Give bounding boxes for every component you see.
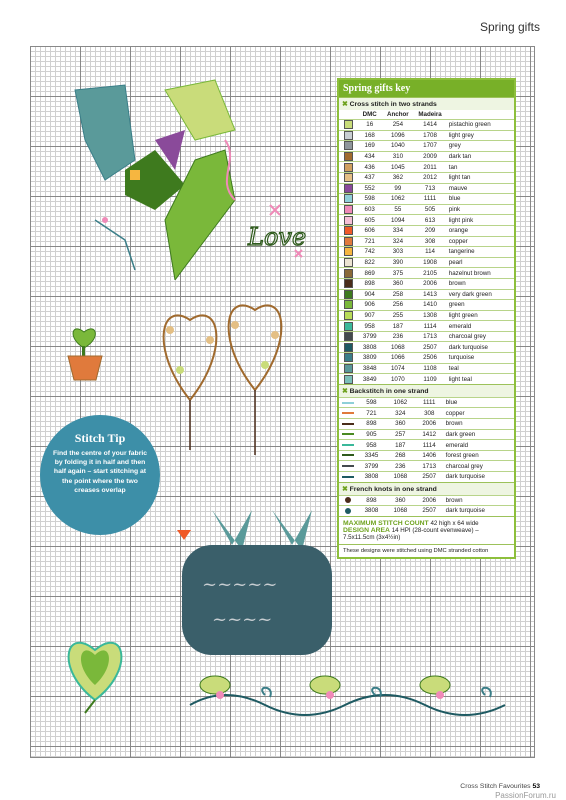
thread-dmc: 958	[357, 321, 382, 332]
thread-anchor: 236	[382, 331, 413, 342]
thread-anchor: 334	[382, 225, 413, 236]
thread-name: brown	[444, 495, 514, 506]
colour-swatch	[344, 226, 353, 235]
flower-bouquet-motif	[65, 70, 265, 280]
thread-madeira: 1108	[413, 363, 446, 374]
thread-name: green	[447, 300, 514, 311]
key-row	[339, 342, 514, 353]
thread-anchor: 310	[382, 151, 413, 162]
key-row	[339, 236, 514, 247]
thread-name: dark turquoise	[444, 506, 514, 516]
key-row	[339, 268, 514, 279]
thread-anchor: 236	[386, 461, 415, 472]
colour-swatch	[344, 194, 353, 203]
svg-text:~~~~~: ~~~~~	[202, 574, 278, 595]
thread-dmc: 552	[357, 183, 382, 194]
thread-madeira: 2506	[413, 353, 446, 364]
colour-swatch	[344, 364, 353, 373]
thread-madeira: 1406	[415, 450, 444, 461]
col-dmc: DMC	[362, 111, 377, 118]
key-row	[339, 310, 514, 321]
thread-dmc: 898	[357, 419, 386, 430]
thread-dmc: 869	[357, 268, 382, 279]
thread-dmc: 3799	[357, 461, 386, 472]
thread-anchor: 1068	[386, 472, 415, 482]
thread-madeira: 209	[413, 225, 446, 236]
leaf-heart-motif	[55, 625, 135, 715]
thread-dmc: 721	[357, 236, 382, 247]
thread-name: dark green	[444, 429, 514, 440]
thread-dmc: 169	[357, 141, 382, 152]
thread-madeira: 2011	[413, 162, 446, 173]
key-stitch-info	[339, 516, 514, 544]
thread-anchor: 360	[382, 278, 413, 289]
key-row	[339, 120, 514, 131]
thread-name: tangerine	[447, 247, 514, 258]
thread-dmc: 3808	[357, 342, 382, 353]
thread-madeira: 1410	[413, 300, 446, 311]
thread-dmc: 598	[357, 194, 382, 205]
thread-dmc: 598	[357, 397, 386, 408]
design-area-label: DESIGN AREA	[343, 526, 390, 534]
key-row	[339, 472, 514, 482]
plant-pot-motif	[62, 320, 107, 385]
colour-swatch	[344, 184, 353, 193]
thread-madeira: 2507	[413, 342, 446, 353]
key-row	[339, 495, 514, 506]
thread-name: mauve	[447, 183, 514, 194]
french-knots-table	[339, 495, 514, 516]
thread-name: light green	[447, 310, 514, 321]
thread-madeira: 1114	[415, 440, 444, 451]
thread-madeira: 2507	[415, 472, 444, 482]
thread-name: light grey	[447, 130, 514, 141]
thread-dmc: 606	[357, 225, 382, 236]
colour-swatch	[344, 332, 353, 341]
page-title: Spring gifts	[479, 20, 540, 34]
thread-anchor: 1094	[382, 215, 413, 226]
key-row	[339, 374, 514, 384]
thread-madeira: 308	[415, 408, 444, 419]
key-row	[339, 506, 514, 516]
key-row	[339, 257, 514, 268]
thread-madeira: 1111	[415, 397, 444, 408]
backstitch-line-swatch	[342, 412, 354, 414]
colour-swatch	[344, 343, 353, 352]
key-row	[339, 429, 514, 440]
backstitch-line-swatch	[342, 423, 354, 425]
key-row	[339, 363, 514, 374]
thread-anchor: 1068	[382, 342, 413, 353]
thread-dmc: 898	[357, 278, 382, 289]
thread-madeira: 1308	[413, 310, 446, 321]
thread-dmc: 742	[357, 247, 382, 258]
thread-anchor: 1062	[382, 194, 413, 205]
thread-name: orange	[447, 225, 514, 236]
colour-swatch	[344, 237, 353, 246]
thread-dmc: 3808	[357, 506, 386, 516]
colour-swatch	[344, 216, 353, 225]
thread-dmc: 898	[357, 495, 386, 506]
colour-swatch	[344, 269, 353, 278]
key-row	[339, 289, 514, 300]
thread-dmc: 3345	[357, 450, 386, 461]
thread-anchor: 256	[382, 300, 413, 311]
magazine-name: Cross Stitch Favourites	[460, 783, 531, 790]
cross-stitch-heading: ✖ Cross stitch in two strands	[339, 97, 514, 110]
thread-name: light teal	[447, 374, 514, 384]
thread-anchor: 55	[382, 204, 413, 215]
whale-motif	[172, 490, 342, 660]
thread-name: dark tan	[447, 151, 514, 162]
thread-dmc: 605	[357, 215, 382, 226]
stitch-tip-heading: Stitch Tip	[74, 431, 126, 445]
key-row	[339, 408, 514, 419]
backstitch-line-swatch	[342, 454, 354, 456]
thread-name: blue	[447, 194, 514, 205]
thread-dmc: 16	[357, 120, 382, 131]
thread-anchor: 1068	[386, 506, 415, 516]
key-row	[339, 183, 514, 194]
thread-name: copper	[444, 408, 514, 419]
thread-madeira: 114	[413, 247, 446, 258]
thread-dmc: 3848	[357, 363, 382, 374]
thread-madeira: 1908	[413, 257, 446, 268]
backstitch-line-swatch	[342, 402, 354, 404]
colour-swatch	[344, 131, 353, 140]
key-row	[339, 215, 514, 226]
colour-swatch	[344, 375, 353, 384]
thread-madeira: 1708	[413, 130, 446, 141]
thread-name: pink	[447, 204, 514, 215]
thread-name: teal	[447, 363, 514, 374]
colour-swatch	[344, 353, 353, 362]
key-row	[339, 321, 514, 332]
colour-swatch	[344, 205, 353, 214]
colour-swatch	[344, 152, 353, 161]
thread-name: very dark green	[447, 289, 514, 300]
thread-name: turquoise	[447, 353, 514, 364]
thread-anchor: 257	[386, 429, 415, 440]
key-row	[339, 278, 514, 289]
thread-name: light pink	[447, 215, 514, 226]
thread-dmc: 904	[357, 289, 382, 300]
svg-text:~~~~: ~~~~	[212, 609, 273, 630]
key-row	[339, 141, 514, 152]
key-row	[339, 450, 514, 461]
thread-name: charcoal grey	[444, 461, 514, 472]
thread-anchor: 360	[386, 495, 415, 506]
thread-madeira: 2507	[415, 506, 444, 516]
thread-dmc: 958	[357, 440, 386, 451]
thread-dmc: 721	[357, 408, 386, 419]
thread-anchor: 1062	[386, 397, 415, 408]
thread-madeira: 2006	[413, 278, 446, 289]
thread-name: grey	[447, 141, 514, 152]
backstitch-line-swatch	[342, 433, 354, 435]
thread-anchor: 324	[386, 408, 415, 419]
thread-name: dark turquoise	[444, 472, 514, 482]
thread-madeira: 2105	[413, 268, 446, 279]
colour-swatch	[344, 311, 353, 320]
thread-dmc: 434	[357, 151, 382, 162]
thread-anchor: 258	[382, 289, 413, 300]
backstitch-line-swatch	[342, 444, 354, 446]
design-area-value: 14 HPI (28-count evenweave) – 7.5x11.5cm (3x4½in)	[343, 526, 479, 541]
colour-swatch	[344, 300, 353, 309]
key-row	[339, 353, 514, 364]
thread-name: charcoal grey	[447, 331, 514, 342]
thread-name: pearl	[447, 257, 514, 268]
thread-anchor: 390	[382, 257, 413, 268]
thread-anchor: 362	[382, 172, 413, 183]
thread-name: emerald	[447, 321, 514, 332]
thread-madeira: 613	[413, 215, 446, 226]
key-row	[339, 440, 514, 451]
thread-madeira: 1713	[415, 461, 444, 472]
thread-anchor: 375	[382, 268, 413, 279]
key-row	[339, 225, 514, 236]
thread-dmc: 3808	[357, 472, 386, 482]
colour-swatch	[344, 247, 353, 256]
page-footer	[460, 783, 540, 790]
thread-name: forest green	[444, 450, 514, 461]
key-row	[339, 162, 514, 173]
col-madeira: Madeira	[418, 111, 442, 118]
thread-madeira: 2012	[413, 172, 446, 183]
colour-swatch	[344, 290, 353, 299]
thread-name: blue	[444, 397, 514, 408]
thread-anchor: 187	[386, 440, 415, 451]
thread-dmc: 3809	[357, 353, 382, 364]
key-title: Spring gifts key	[339, 80, 514, 97]
thread-madeira: 505	[413, 204, 446, 215]
max-stitch-value: 42 high x 64 wide	[430, 519, 479, 527]
backstitch-line-swatch	[342, 476, 354, 478]
thread-anchor: 1074	[382, 363, 413, 374]
thread-madeira: 1114	[413, 321, 446, 332]
key-row	[339, 300, 514, 311]
colour-swatch	[344, 322, 353, 331]
thread-madeira: 713	[413, 183, 446, 194]
key-row	[339, 172, 514, 183]
thread-madeira: 2006	[415, 495, 444, 506]
key-row	[339, 331, 514, 342]
thread-anchor: 187	[382, 321, 413, 332]
thread-madeira: 2006	[415, 419, 444, 430]
french-knots-heading: ✖ French knots in one strand	[339, 482, 514, 495]
thread-anchor: 268	[386, 450, 415, 461]
thread-name: brown	[444, 419, 514, 430]
thread-name: hazelnut brown	[447, 268, 514, 279]
thread-madeira: 308	[413, 236, 446, 247]
col-anchor: Anchor	[387, 111, 409, 118]
page-number: 53	[532, 783, 540, 790]
thread-dmc: 3849	[357, 374, 382, 384]
key-row	[339, 397, 514, 408]
thread-madeira: 1713	[413, 331, 446, 342]
thread-dmc: 822	[357, 257, 382, 268]
max-stitch-label: MAXIMUM STITCH COUNT	[343, 519, 429, 527]
thread-anchor: 1066	[382, 353, 413, 364]
spring-gifts-key	[337, 78, 516, 559]
thread-madeira: 1413	[413, 289, 446, 300]
colour-swatch	[344, 141, 353, 150]
vine-hearts-motif	[150, 290, 310, 460]
colour-swatch	[344, 173, 353, 182]
thread-dmc: 168	[357, 130, 382, 141]
thread-anchor: 1045	[382, 162, 413, 173]
thread-madeira: 1111	[413, 194, 446, 205]
key-row	[339, 194, 514, 205]
cross-stitch-table	[339, 110, 514, 384]
colour-swatch	[344, 120, 353, 129]
love-word: Love	[248, 223, 307, 251]
thread-anchor: 99	[382, 183, 413, 194]
key-row	[339, 151, 514, 162]
thread-anchor: 1040	[382, 141, 413, 152]
thread-name: pistachio green	[447, 120, 514, 131]
key-note: These designs were stitched using DMC stranded cotton	[339, 544, 514, 557]
thread-madeira: 1412	[415, 429, 444, 440]
thread-anchor: 254	[382, 120, 413, 131]
thread-dmc: 906	[357, 300, 382, 311]
thread-name: brown	[447, 278, 514, 289]
key-row	[339, 419, 514, 430]
thread-dmc: 905	[357, 429, 386, 440]
thread-anchor: 255	[382, 310, 413, 321]
thread-anchor: 1096	[382, 130, 413, 141]
thread-anchor: 1070	[382, 374, 413, 384]
thread-dmc: 437	[357, 172, 382, 183]
backstitch-table	[339, 397, 514, 482]
thread-dmc: 907	[357, 310, 382, 321]
thread-dmc: 603	[357, 204, 382, 215]
thread-name: light tan	[447, 172, 514, 183]
thread-madeira: 1414	[413, 120, 446, 131]
key-row	[339, 204, 514, 215]
colour-swatch	[344, 258, 353, 267]
key-row	[339, 247, 514, 258]
thread-anchor: 324	[382, 236, 413, 247]
thread-name: dark turquoise	[447, 342, 514, 353]
key-row	[339, 461, 514, 472]
thread-anchor: 360	[386, 419, 415, 430]
watermark: PassionForum.ru	[495, 791, 556, 800]
colour-swatch	[344, 163, 353, 172]
french-knot-swatch	[345, 497, 351, 503]
thread-madeira: 2009	[413, 151, 446, 162]
french-knot-swatch	[345, 508, 351, 514]
floral-border-motif	[185, 665, 515, 720]
thread-madeira: 1707	[413, 141, 446, 152]
backstitch-line-swatch	[342, 465, 354, 467]
thread-madeira: 1109	[413, 374, 446, 384]
thread-name: tan	[447, 162, 514, 173]
thread-anchor: 303	[382, 247, 413, 258]
stitch-tip-bubble	[40, 415, 160, 535]
thread-name: emerald	[444, 440, 514, 451]
love-motif	[240, 195, 320, 265]
thread-name: copper	[447, 236, 514, 247]
colour-swatch	[344, 279, 353, 288]
stitch-tip-body: Find the centre of your fabric by folding it in half and then half again – start stitching at the point where the two creases overlap	[52, 450, 148, 494]
backstitch-heading: ✖ Backstitch in one strand	[339, 384, 514, 397]
key-row	[339, 130, 514, 141]
thread-dmc: 3799	[357, 331, 382, 342]
thread-dmc: 436	[357, 162, 382, 173]
